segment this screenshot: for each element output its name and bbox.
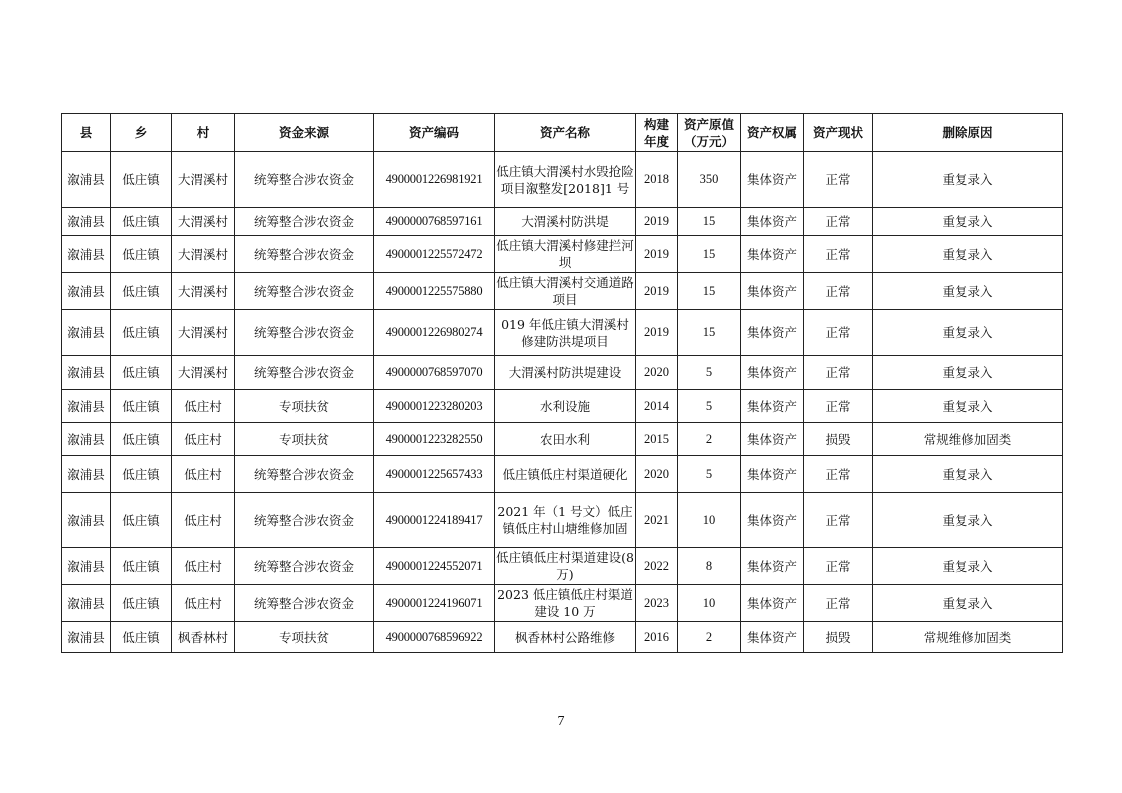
header-asset-name: 资产名称: [495, 114, 636, 152]
cell-ownership: 集体资产: [741, 310, 804, 356]
cell-asset-code: 4900001226981921: [374, 152, 495, 208]
cell-fund-source: 专项扶贫: [235, 423, 374, 456]
cell-status: 正常: [804, 236, 873, 273]
cell-ownership: 集体资产: [741, 208, 804, 236]
cell-county: 溆浦县: [62, 622, 111, 653]
header-status: 资产现状: [804, 114, 873, 152]
header-original-value: [678, 114, 741, 152]
cell-delete-reason: 重复录入: [873, 310, 1063, 356]
header-original-value-line2: （万元）: [683, 133, 734, 149]
cell-status: 正常: [804, 152, 873, 208]
cell-village: 低庄村: [172, 548, 235, 585]
cell-original-value: 2: [678, 622, 741, 653]
table-row: [62, 273, 1063, 310]
cell-township: 低庄镇: [111, 273, 172, 310]
cell-delete-reason: 重复录入: [873, 548, 1063, 585]
cell-asset-code: 4900001225575880: [374, 273, 495, 310]
cell-ownership: 集体资产: [741, 423, 804, 456]
cell-delete-reason: 常规维修加固类: [873, 423, 1063, 456]
cell-delete-reason: 重复录入: [873, 152, 1063, 208]
cell-original-value: 5: [678, 390, 741, 423]
cell-village: 大渭溪村: [172, 236, 235, 273]
cell-county: 溆浦县: [62, 152, 111, 208]
cell-status: 正常: [804, 356, 873, 390]
cell-county: 溆浦县: [62, 310, 111, 356]
cell-village: 大渭溪村: [172, 273, 235, 310]
header-build-year-line1: 构建: [643, 116, 669, 132]
cell-township: 低庄镇: [111, 236, 172, 273]
cell-status: 正常: [804, 548, 873, 585]
cell-county: 溆浦县: [62, 208, 111, 236]
cell-build-year: 2019: [636, 310, 678, 356]
cell-township: 低庄镇: [111, 310, 172, 356]
table-body: [62, 152, 1063, 653]
cell-original-value: 10: [678, 585, 741, 622]
cell-fund-source: 统筹整合涉农资金: [235, 493, 374, 548]
page-number: 7: [557, 714, 565, 729]
cell-asset-code: 4900001224196071: [374, 585, 495, 622]
table-row: [62, 152, 1063, 208]
table-row: [62, 622, 1063, 653]
cell-status: 正常: [804, 585, 873, 622]
cell-asset-name: 低庄镇大渭溪村水毁抢险项目溆整发[2018]1 号: [495, 152, 636, 208]
header-asset-code: 资产编码: [374, 114, 495, 152]
cell-asset-code: 4900000768597070: [374, 356, 495, 390]
cell-build-year: 2016: [636, 622, 678, 653]
table-row: [62, 236, 1063, 273]
cell-original-value: 5: [678, 456, 741, 493]
cell-original-value: 15: [678, 310, 741, 356]
header-village: 村: [172, 114, 235, 152]
cell-delete-reason: 重复录入: [873, 390, 1063, 423]
table-row: [62, 310, 1063, 356]
cell-status: 正常: [804, 390, 873, 423]
cell-build-year: 2020: [636, 456, 678, 493]
cell-ownership: 集体资产: [741, 493, 804, 548]
cell-ownership: 集体资产: [741, 390, 804, 423]
cell-township: 低庄镇: [111, 585, 172, 622]
asset-deletion-table: [61, 113, 1063, 653]
cell-fund-source: 统筹整合涉农资金: [235, 236, 374, 273]
cell-build-year: 2019: [636, 273, 678, 310]
cell-asset-name: 水利设施: [495, 390, 636, 423]
cell-build-year: 2015: [636, 423, 678, 456]
cell-delete-reason: 重复录入: [873, 585, 1063, 622]
cell-status: 正常: [804, 456, 873, 493]
cell-village: 低庄村: [172, 493, 235, 548]
cell-township: 低庄镇: [111, 622, 172, 653]
cell-delete-reason: 常规维修加固类: [873, 622, 1063, 653]
cell-build-year: 2019: [636, 208, 678, 236]
cell-fund-source: 统筹整合涉农资金: [235, 456, 374, 493]
cell-ownership: 集体资产: [741, 273, 804, 310]
table-row: [62, 456, 1063, 493]
cell-delete-reason: 重复录入: [873, 273, 1063, 310]
cell-original-value: 5: [678, 356, 741, 390]
cell-ownership: 集体资产: [741, 585, 804, 622]
cell-status: 正常: [804, 208, 873, 236]
cell-village: 大渭溪村: [172, 356, 235, 390]
cell-asset-code: 4900000768596922: [374, 622, 495, 653]
cell-township: 低庄镇: [111, 423, 172, 456]
cell-fund-source: 专项扶贫: [235, 622, 374, 653]
cell-asset-code: 4900001223280203: [374, 390, 495, 423]
cell-county: 溆浦县: [62, 493, 111, 548]
header-original-value-line1: 资产原值: [683, 116, 734, 132]
cell-asset-name: 2021 年（1 号文）低庄镇低庄村山塘维修加固: [495, 493, 636, 548]
cell-village: 枫香林村: [172, 622, 235, 653]
table-row: [62, 548, 1063, 585]
header-build-year-line2: 年度: [643, 133, 669, 149]
cell-status: 正常: [804, 310, 873, 356]
cell-build-year: 2023: [636, 585, 678, 622]
cell-asset-name: 低庄镇大渭溪村交通道路项目: [495, 273, 636, 310]
cell-status: 损毁: [804, 622, 873, 653]
cell-status: 损毁: [804, 423, 873, 456]
cell-original-value: 10: [678, 493, 741, 548]
cell-asset-code: 4900001225657433: [374, 456, 495, 493]
cell-asset-code: 4900001224552071: [374, 548, 495, 585]
table-row: [62, 356, 1063, 390]
cell-county: 溆浦县: [62, 585, 111, 622]
cell-ownership: 集体资产: [741, 548, 804, 585]
cell-township: 低庄镇: [111, 208, 172, 236]
cell-original-value: 2: [678, 423, 741, 456]
cell-county: 溆浦县: [62, 356, 111, 390]
cell-ownership: 集体资产: [741, 622, 804, 653]
cell-build-year: 2021: [636, 493, 678, 548]
cell-delete-reason: 重复录入: [873, 236, 1063, 273]
cell-county: 溆浦县: [62, 390, 111, 423]
cell-township: 低庄镇: [111, 493, 172, 548]
cell-build-year: 2014: [636, 390, 678, 423]
cell-fund-source: 统筹整合涉农资金: [235, 548, 374, 585]
header-township: 乡: [111, 114, 172, 152]
cell-original-value: 8: [678, 548, 741, 585]
cell-asset-name: 019 年低庄镇大渭溪村修建防洪堤项目: [495, 310, 636, 356]
cell-asset-code: 4900000768597161: [374, 208, 495, 236]
cell-original-value: 350: [678, 152, 741, 208]
cell-fund-source: 统筹整合涉农资金: [235, 152, 374, 208]
cell-build-year: 2018: [636, 152, 678, 208]
header-ownership: 资产权属: [741, 114, 804, 152]
cell-county: 溆浦县: [62, 548, 111, 585]
cell-asset-name: 农田水利: [495, 423, 636, 456]
cell-county: 溆浦县: [62, 236, 111, 273]
header-county: 县: [62, 114, 111, 152]
cell-fund-source: 统筹整合涉农资金: [235, 356, 374, 390]
cell-ownership: 集体资产: [741, 152, 804, 208]
cell-township: 低庄镇: [111, 548, 172, 585]
cell-asset-code: 4900001226980274: [374, 310, 495, 356]
cell-asset-code: 4900001225572472: [374, 236, 495, 273]
table-row: [62, 423, 1063, 456]
cell-delete-reason: 重复录入: [873, 208, 1063, 236]
cell-asset-name: 低庄镇低庄村渠道硬化: [495, 456, 636, 493]
cell-village: 低庄村: [172, 585, 235, 622]
cell-asset-name: 枫香林村公路维修: [495, 622, 636, 653]
cell-asset-name: 大渭溪村防洪堤建设: [495, 356, 636, 390]
cell-village: 低庄村: [172, 423, 235, 456]
cell-build-year: 2019: [636, 236, 678, 273]
cell-township: 低庄镇: [111, 356, 172, 390]
cell-ownership: 集体资产: [741, 456, 804, 493]
cell-village: 低庄村: [172, 390, 235, 423]
cell-ownership: 集体资产: [741, 236, 804, 273]
cell-original-value: 15: [678, 236, 741, 273]
cell-asset-code: 4900001224189417: [374, 493, 495, 548]
cell-county: 溆浦县: [62, 456, 111, 493]
cell-village: 大渭溪村: [172, 152, 235, 208]
cell-asset-name: 低庄镇低庄村渠道建设(8 万): [495, 548, 636, 585]
table-row: [62, 208, 1063, 236]
cell-fund-source: 统筹整合涉农资金: [235, 208, 374, 236]
cell-ownership: 集体资产: [741, 356, 804, 390]
table-header-row: [62, 114, 1063, 152]
table-row: [62, 493, 1063, 548]
cell-village: 低庄村: [172, 456, 235, 493]
cell-fund-source: 统筹整合涉农资金: [235, 273, 374, 310]
cell-original-value: 15: [678, 208, 741, 236]
cell-asset-code: 4900001223282550: [374, 423, 495, 456]
cell-delete-reason: 重复录入: [873, 456, 1063, 493]
cell-village: 大渭溪村: [172, 310, 235, 356]
cell-status: 正常: [804, 493, 873, 548]
cell-build-year: 2020: [636, 356, 678, 390]
header-delete-reason: 删除原因: [873, 114, 1063, 152]
table-row: [62, 585, 1063, 622]
cell-asset-name: 大渭溪村防洪堤: [495, 208, 636, 236]
cell-township: 低庄镇: [111, 456, 172, 493]
cell-status: 正常: [804, 273, 873, 310]
cell-township: 低庄镇: [111, 390, 172, 423]
cell-delete-reason: 重复录入: [873, 493, 1063, 548]
table-row: [62, 390, 1063, 423]
cell-build-year: 2022: [636, 548, 678, 585]
cell-fund-source: 统筹整合涉农资金: [235, 585, 374, 622]
cell-delete-reason: 重复录入: [873, 356, 1063, 390]
header-fund-source: 资金来源: [235, 114, 374, 152]
cell-original-value: 15: [678, 273, 741, 310]
cell-asset-name: 2023 低庄镇低庄村渠道建设 10 万: [495, 585, 636, 622]
cell-county: 溆浦县: [62, 273, 111, 310]
cell-village: 大渭溪村: [172, 208, 235, 236]
cell-fund-source: 专项扶贫: [235, 390, 374, 423]
cell-asset-name: 低庄镇大渭溪村修建拦河坝: [495, 236, 636, 273]
cell-township: 低庄镇: [111, 152, 172, 208]
cell-county: 溆浦县: [62, 423, 111, 456]
cell-fund-source: 统筹整合涉农资金: [235, 310, 374, 356]
header-build-year: [636, 114, 678, 152]
